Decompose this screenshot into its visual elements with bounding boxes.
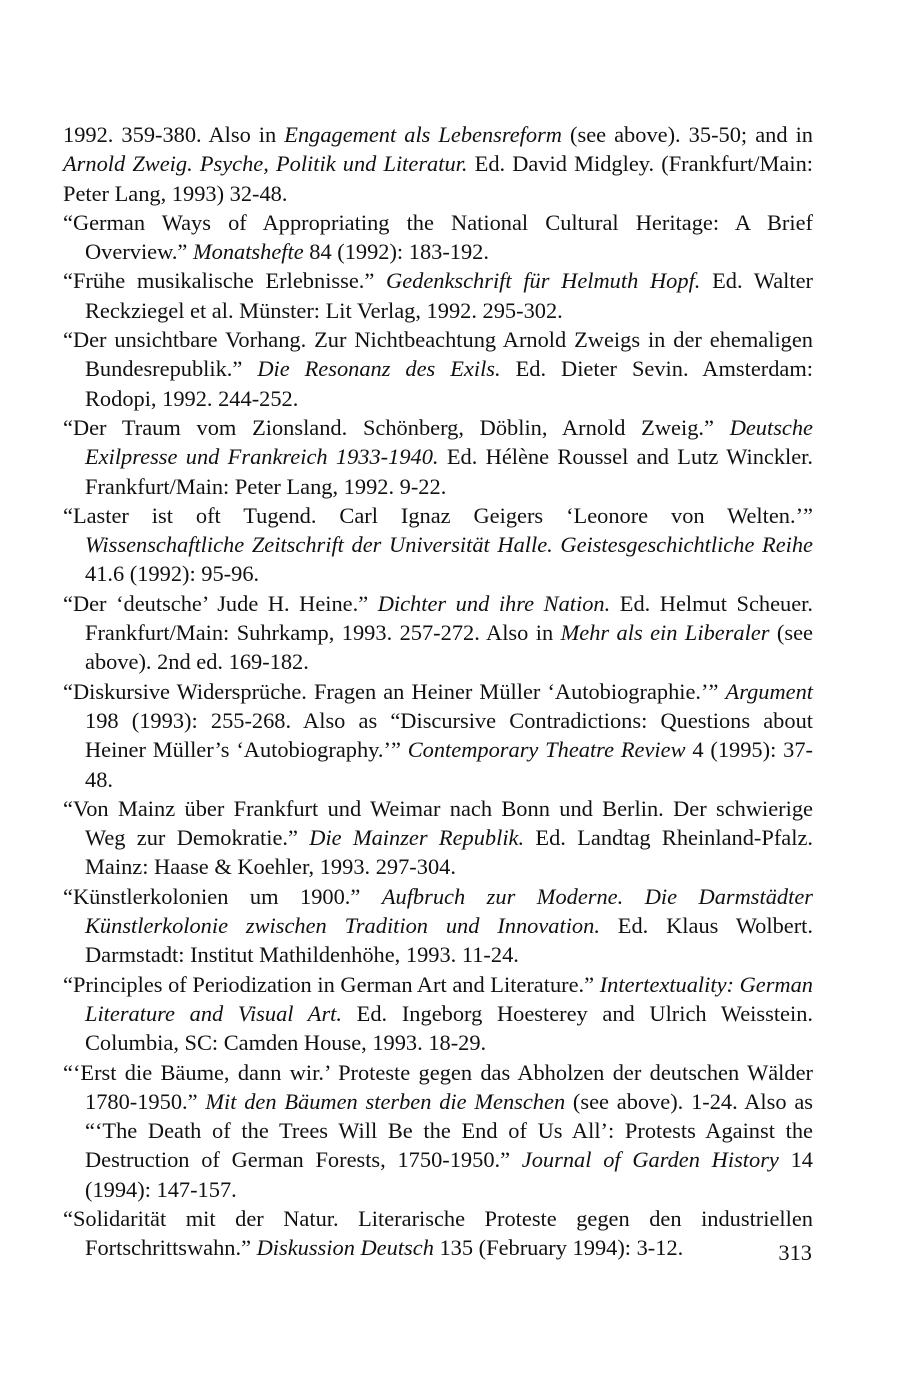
entry-title-italic: Arnold Zweig. Psyche, Politik und Literatur. (63, 151, 468, 177)
bibliography-entry (63, 677, 813, 794)
entry-text: 1992. 359-380. Also in (63, 122, 285, 147)
bibliography-entry (63, 1204, 813, 1263)
entry-text: Ed. Ingeborg Hoesterey and Ulrich Weisstein. Columbia, SC: Camden House, 1993. 18-29. (85, 1000, 813, 1056)
entry-text: “Der ‘deutsche’ Jude H. Heine.” (63, 590, 378, 616)
entry-text: 135 (February 1994): 3-12. (433, 1235, 684, 1261)
entry-text: 41.6 (1992): 95-96. (85, 561, 260, 587)
entry-title-italic: Argument (725, 678, 813, 704)
page-number: 313 (778, 1240, 812, 1265)
entry-title-italic: Wissenschaftliche Zeitschrift der Universität Halle. Geistesgeschichtliche Reihe (85, 532, 813, 558)
bibliography-entry (63, 325, 813, 413)
bibliography-entry (63, 882, 813, 970)
bibliography-entry (63, 266, 813, 325)
entry-text: “Frühe musikalische Erlebnisse.” (63, 268, 387, 294)
entry-text: “Laster ist oft Tugend. Carl Ignaz Geigers ‘Leonore von Welten.’” (63, 502, 813, 528)
bibliography-list (63, 120, 813, 1263)
entry-text: “‘Erst die Bäume, dann wir.’ Proteste gegen das Abholzen der deutschen Wälder 1780-1950.” (63, 1059, 813, 1114)
entry-text: 198 (1993): 255-268. Also as “Discursive Contradictions: Questions about Heiner Müller’s ‘Autobiography.’” (85, 707, 813, 763)
bibliography-entry (63, 794, 813, 882)
entry-text: (see above). 35-50; and in (561, 122, 813, 147)
entry-title-italic: Die Mainzer Republik. (309, 825, 525, 851)
entry-text: “Diskursive Widersprüche. Fragen an Heiner Müller ‘Autobiographie.’” (63, 678, 726, 704)
entry-text: “Der unsichtbare Vorhang. Zur Nichtbeachtung Arnold Zweigs in der ehemaligen Bundesrepublik.” (63, 327, 813, 382)
bibliography-entry (63, 120, 813, 208)
entry-title-italic: Diskussion Deutsch (256, 1235, 434, 1261)
bibliography-entry (63, 970, 813, 1058)
entry-text: 84 (1992): 183-192. (303, 239, 489, 265)
entry-text: Ed. Walter Reckziegel et al. Münster: Lit Verlag, 1992. 295-302. (85, 268, 813, 323)
entry-text: Ed. Helmut Scheuer. Frankfurt/Main: Suhrkamp, 1993. 257-272. Also in (85, 590, 814, 646)
entry-text: “Künstlerkolonien um 1900.” (63, 883, 382, 909)
entry-title-italic: Gedenkschrift für Helmuth Hopf. (386, 268, 701, 294)
entry-title-italic: Dichter und ihre Nation. (377, 590, 611, 616)
entry-title-italic: Deutsche Exilpresse und Frankreich 1933-1940. (85, 414, 813, 470)
entry-text: “Von Mainz über Frankfurt und Weimar nach Bonn und Berlin. Der schwierige Weg zur Demokratie.” (63, 795, 813, 851)
entry-text: Ed. David Midgley. (Frankfurt/Main: Peter Lang, 1993) 32-48. (63, 151, 813, 206)
entry-title-italic: Journal of Garden History (521, 1147, 779, 1173)
entry-text: Ed. Landtag Rheinland-Pfalz. Mainz: Haase & Koehler, 1993. 297-304. (85, 825, 813, 880)
entry-title-italic: Die Resonanz des Exils. (257, 356, 501, 382)
entry-text: 4 (1995): 37-48. (85, 737, 813, 792)
entry-title-italic: Mit den Bäumen sterben die Menschen (205, 1088, 566, 1114)
entry-title-italic: Aufbruch zur Moderne. Die Darmstädter Künstlerkolonie zwischen Tradition und Innovation. (85, 883, 813, 939)
entry-title-italic: Mehr als ein Liberaler (560, 620, 770, 646)
entry-text: (see above). 1-24. Also as “‘The Death of the Trees Will Be the End of Us All’: Protests Against the Destruction of German Forests, 1750-1950.” (85, 1088, 814, 1173)
entry-title-italic: Engagement als Lebensreform (284, 122, 562, 147)
bibliography-entry (63, 501, 813, 589)
entry-title-italic: Intertextuality: German Literature and Visual Art. (85, 971, 813, 1026)
bibliography-entry (63, 1058, 813, 1204)
bibliography-entry (63, 589, 813, 677)
entry-text: 14 (1994): 147-157. (85, 1147, 813, 1202)
entry-text: (see above). 2nd ed. 169-182. (85, 620, 813, 675)
bibliography-entry (63, 413, 813, 501)
bibliography-entry (63, 208, 813, 267)
entry-text: “Solidarität mit der Natur. Literarische Proteste gegen den industriellen Fortschrittswahn.” (63, 1205, 813, 1261)
entry-title-italic: Contemporary Theatre Review (407, 737, 686, 763)
entry-text: Ed. Hélène Roussel and Lutz Winckler. Frankfurt/Main: Peter Lang, 1992. 9-22. (85, 444, 814, 499)
entry-text: “German Ways of Appropriating the National Cultural Heritage: A Brief Overview.” (63, 209, 813, 265)
entry-text: Ed. Dieter Sevin. Amsterdam: Rodopi, 1992. 244-252. (85, 356, 813, 411)
entry-text: “Principles of Periodization in German Art and Literature.” (63, 971, 600, 997)
entry-title-italic: Monatshefte (192, 239, 304, 265)
entry-text: Ed. Klaus Wolbert. Darmstadt: Institut Mathildenhöhe, 1993. 11-24. (85, 913, 813, 968)
entry-text: “Der Traum vom Zionsland. Schönberg, Döblin, Arnold Zweig.” (63, 414, 730, 440)
